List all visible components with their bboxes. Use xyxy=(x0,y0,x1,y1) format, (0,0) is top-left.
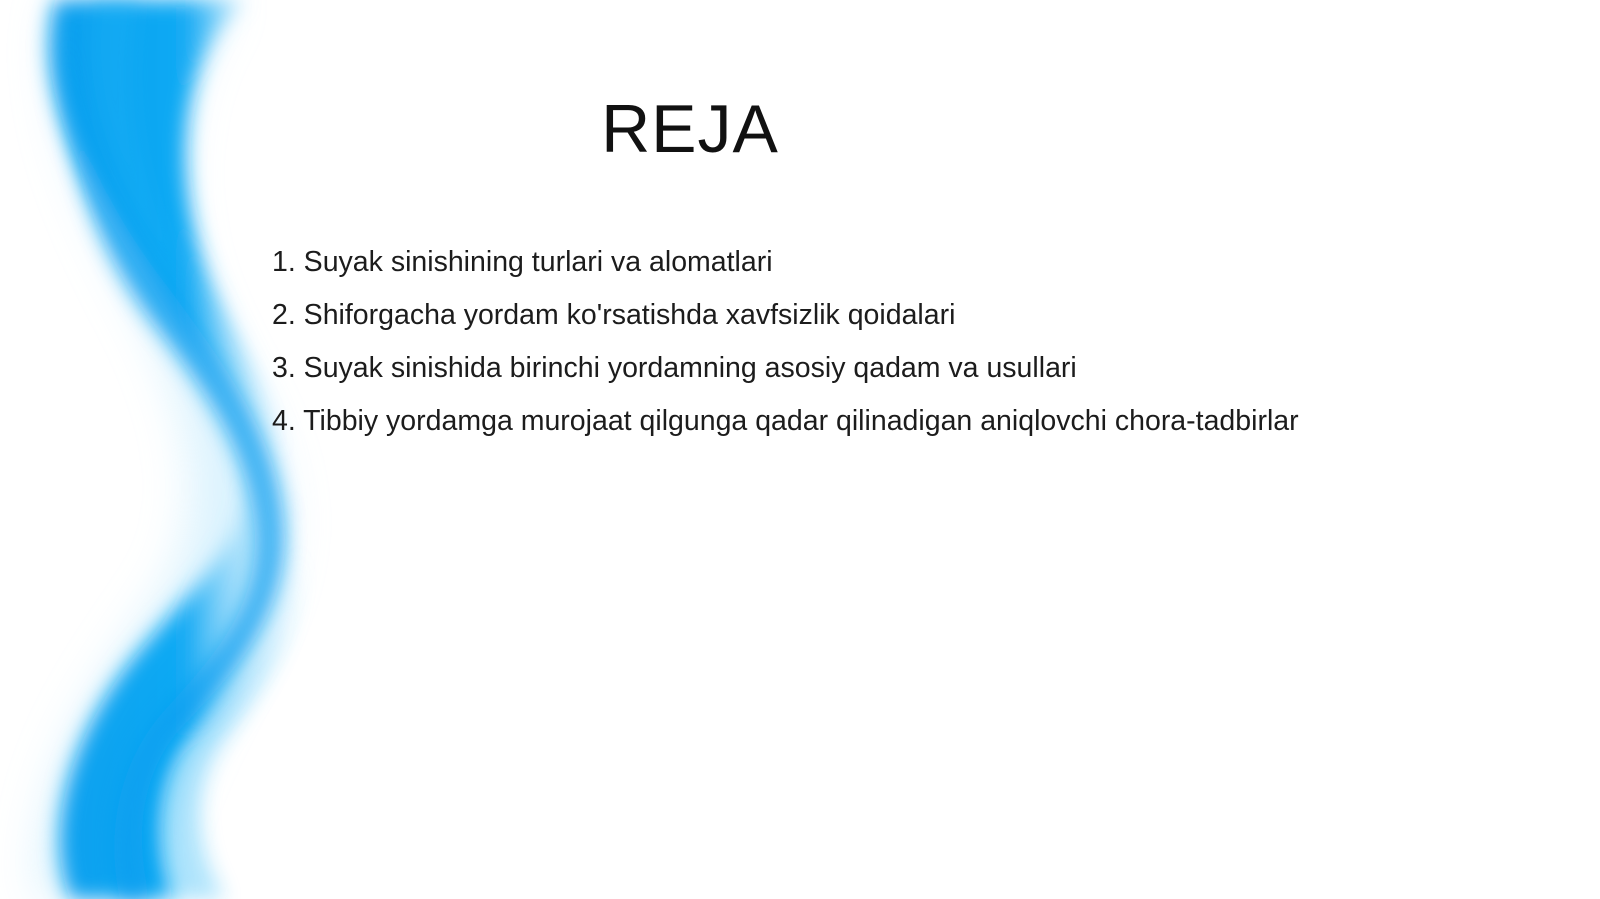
plan-list xyxy=(272,240,1299,452)
list-item: 2. Shiforgacha yordam ko'rsatishda xavfsizlik qoidalari xyxy=(272,299,956,331)
list-item: 1. Suyak sinishining turlari va alomatlari xyxy=(272,246,773,278)
list-item: 4. Tibbiy yordamga murojaat qilgunga qadar qilinadigan aniqlovchi chora-tadbirlar xyxy=(272,405,1299,437)
list-item: 3. Suyak sinishida birinchi yordamning asosiy qadam va usullari xyxy=(272,352,1077,384)
slide-title: REJA xyxy=(601,91,779,167)
